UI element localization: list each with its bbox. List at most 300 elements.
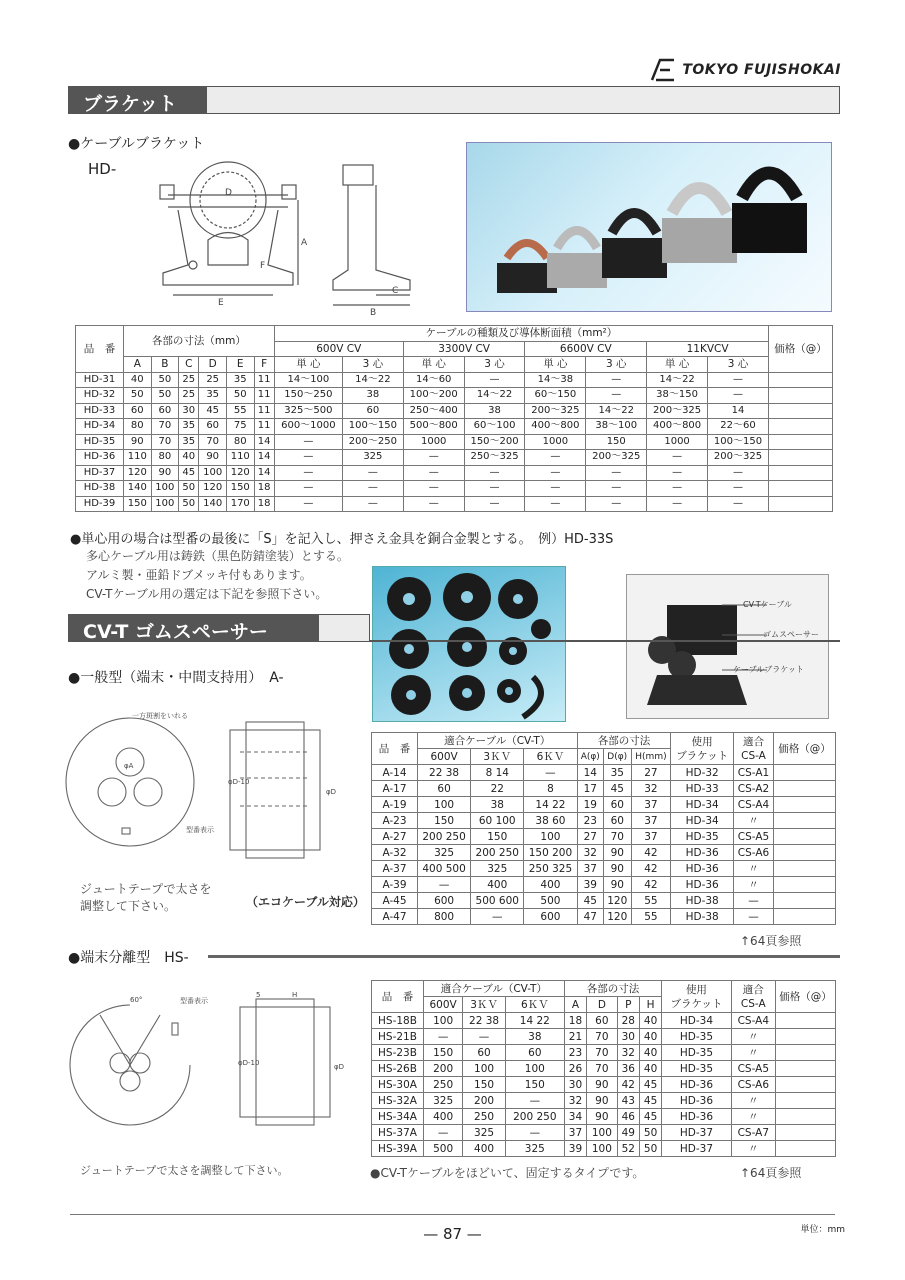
model-number-cell: HS-21B — [372, 1029, 424, 1045]
table-cell: 600 — [524, 909, 577, 925]
table-cell: 60 — [587, 1013, 617, 1029]
th-dim-col: C — [179, 357, 199, 373]
table-cell: 250 — [424, 1077, 463, 1093]
table-cell: — — [471, 909, 524, 925]
table-row — [372, 829, 836, 845]
th-price: 価格（@） — [769, 326, 833, 373]
price-cell — [769, 403, 833, 419]
table-cell: 70 — [199, 434, 227, 450]
note-aluminum: アルミ製・亜鉛ドブメッキ付もあります。 — [86, 568, 312, 582]
price-cell — [774, 877, 836, 893]
th-use-l2: ブラケット — [670, 997, 723, 1010]
th-core: 単 心 — [403, 357, 464, 373]
note-unwind-type: ●CV-Tケーブルをほどいて、固定するタイプです。 — [370, 1166, 645, 1180]
table-cell: — — [464, 496, 525, 512]
note-eco-cable: （エコケーブル対応） — [246, 895, 365, 909]
table-cell: 52 — [617, 1141, 639, 1157]
table-cell: 1000 — [647, 434, 708, 450]
th-cable-col: 6ＫＶ — [505, 997, 564, 1013]
page-number: — 87 — — [423, 1225, 482, 1243]
table-cell: 325 — [505, 1141, 564, 1157]
table-cell: 14〜22 — [586, 403, 647, 419]
table-cell: 100 — [463, 1061, 506, 1077]
table-cell: — — [463, 1029, 506, 1045]
table-cell: — — [586, 388, 647, 404]
th-use-l1: 使用 — [691, 735, 713, 748]
table-cell: 90 — [604, 877, 632, 893]
label-phi-d-10: φD-10 — [228, 778, 250, 786]
table-cell: 150 — [471, 829, 524, 845]
price-cell — [769, 496, 833, 512]
table-cell: HD-35 — [671, 829, 734, 845]
table-cell: — — [403, 481, 464, 497]
table-cell: — — [505, 1125, 564, 1141]
model-number-cell: HS-39A — [372, 1141, 424, 1157]
table-cell: 90 — [151, 465, 179, 481]
table-cell: 45 — [577, 893, 603, 909]
separated-spacer-table — [371, 980, 836, 1157]
table-cell: 21 — [564, 1029, 586, 1045]
th-price: 価格（@） — [776, 981, 836, 1013]
table-cell: 〃 — [731, 1141, 775, 1157]
table-cell: 37 — [577, 861, 603, 877]
th-fit-l1: 適合 — [742, 735, 764, 748]
table-cell: 90 — [199, 450, 227, 466]
table-cell: — — [708, 496, 769, 512]
table-row — [76, 481, 833, 497]
table-cell: — — [274, 450, 342, 466]
th-dim-col: B — [151, 357, 179, 373]
table-row — [372, 1061, 836, 1077]
table-cell: 80 — [226, 434, 254, 450]
table-cell: 35 — [226, 372, 254, 388]
table-cell: 500 — [424, 1141, 463, 1157]
table-cell: 50 — [151, 372, 179, 388]
th-voltage: 600V CV — [274, 341, 403, 357]
th-dims: 各部の寸法（mm） — [124, 326, 275, 357]
th-use-l1: 使用 — [685, 983, 707, 996]
table-cell: 60 — [199, 419, 227, 435]
table-cell: 23 — [564, 1045, 586, 1061]
table-cell: 42 — [631, 861, 671, 877]
table-cell: 90 — [604, 845, 632, 861]
table-cell: 〃 — [731, 1045, 775, 1061]
price-cell — [774, 829, 836, 845]
th-hinban: 品 番 — [76, 326, 124, 373]
table-cell: 37 — [631, 813, 671, 829]
table-row — [372, 765, 836, 781]
table-cell: 140 — [199, 496, 227, 512]
model-number-cell: HS-32A — [372, 1093, 424, 1109]
table-cell: — — [647, 481, 708, 497]
table-cell: 32 — [577, 845, 603, 861]
table-cell: 400〜800 — [525, 419, 586, 435]
table-cell: 17 — [577, 781, 603, 797]
table-cell: HD-38 — [671, 909, 734, 925]
model-number-cell: HD-38 — [76, 481, 124, 497]
table-cell: 11 — [254, 403, 274, 419]
table-row — [76, 388, 833, 404]
th-dims: 各部の寸法 — [577, 733, 671, 749]
table-cell: CS-A4 — [733, 797, 773, 813]
table-cell: 25 — [179, 388, 199, 404]
table-cell: 23 — [577, 813, 603, 829]
th-fit — [731, 981, 775, 1013]
table-cell: 1000 — [525, 434, 586, 450]
price-cell — [774, 765, 836, 781]
table-cell: 38〜150 — [647, 388, 708, 404]
table-cell: 26 — [564, 1061, 586, 1077]
th-core: 単 心 — [525, 357, 586, 373]
table-cell: — — [342, 481, 403, 497]
table-cell: 35 — [179, 419, 199, 435]
table-cell: 42 — [617, 1077, 639, 1093]
table-cell: 14〜22 — [342, 372, 403, 388]
table-cell: 110 — [226, 450, 254, 466]
table-cell: 200 250 — [418, 829, 471, 845]
table-cell: 500 600 — [471, 893, 524, 909]
table-cell: 38 — [471, 797, 524, 813]
table-cell: 55 — [226, 403, 254, 419]
table-cell: — — [403, 450, 464, 466]
bracket-drawing — [148, 155, 418, 320]
th-cable: 適合ケーブル（CV-T） — [424, 981, 565, 997]
brand-logo-icon — [650, 58, 676, 82]
table-cell: 60 — [124, 403, 152, 419]
th-cable-col: 6ＫＶ — [524, 749, 577, 765]
price-cell — [776, 1109, 836, 1125]
table-cell: 50 — [124, 388, 152, 404]
table-cell: 14 — [708, 403, 769, 419]
table-cell: 34 — [564, 1109, 586, 1125]
general-spacer-drawing — [60, 700, 360, 880]
table-cell: 100〜150 — [342, 419, 403, 435]
table-cell: — — [342, 496, 403, 512]
model-number-cell: A-47 — [372, 909, 418, 925]
table-cell: 14〜22 — [464, 388, 525, 404]
unit-note: 単位：mm — [800, 1225, 845, 1235]
table-cell: 100 — [524, 829, 577, 845]
model-number-cell: HS-18B — [372, 1013, 424, 1029]
table-cell: 500 — [524, 893, 577, 909]
table-cell: 100 — [418, 797, 471, 813]
th-dim-col: D(φ) — [604, 749, 632, 765]
table-cell: 37 — [631, 829, 671, 845]
table-cell: 500〜800 — [403, 419, 464, 435]
table-row — [76, 372, 833, 388]
th-cable-col: 600V — [424, 997, 463, 1013]
table-cell: 22〜60 — [708, 419, 769, 435]
model-number-cell: HD-37 — [76, 465, 124, 481]
th-dims: 各部の寸法 — [564, 981, 662, 997]
table-row — [372, 1077, 836, 1093]
table-cell: 250 — [463, 1109, 506, 1125]
th-fit — [733, 733, 773, 765]
table-cell: CS-A5 — [733, 829, 773, 845]
table-cell: 150〜250 — [274, 388, 342, 404]
table-cell: 75 — [226, 419, 254, 435]
price-cell — [769, 388, 833, 404]
general-spacer-table — [371, 732, 836, 925]
table-cell: 90 — [587, 1109, 617, 1125]
table-cell: 46 — [617, 1109, 639, 1125]
table-cell: 14 — [254, 450, 274, 466]
table-cell: 〃 — [733, 877, 773, 893]
label-dim-5: 5 — [256, 991, 261, 999]
note-single-core: ●単心用の場合は型番の最後に「S」を記入し、押さえ金具を銅合金製とする。 例）HD-33S — [70, 532, 614, 547]
th-dim-col: D — [587, 997, 617, 1013]
label-phi-d: φD — [326, 788, 337, 796]
table-row — [372, 1029, 836, 1045]
table-cell: 400 — [471, 877, 524, 893]
page-ref-general: ↑64頁参照 — [740, 934, 802, 948]
th-dim-col: P — [617, 997, 639, 1013]
table-row — [76, 403, 833, 419]
bracket-spec-table — [75, 325, 833, 512]
dim-label-e: E — [218, 298, 224, 308]
table-cell: 38 — [342, 388, 403, 404]
table-cell: 27 — [577, 829, 603, 845]
table-row — [372, 797, 836, 813]
table-cell: 325 — [342, 450, 403, 466]
table-cell: 50 — [639, 1125, 661, 1141]
price-cell — [776, 1093, 836, 1109]
price-cell — [769, 372, 833, 388]
table-cell: CS-A4 — [731, 1013, 775, 1029]
table-cell: 35 — [604, 765, 632, 781]
table-cell: 50 — [639, 1141, 661, 1157]
table-cell: 400 — [463, 1141, 506, 1157]
table-cell: 25 — [179, 372, 199, 388]
table-row — [372, 781, 836, 797]
model-prefix: HD- — [88, 160, 117, 178]
model-number-cell: A-32 — [372, 845, 418, 861]
table-cell: 14〜38 — [525, 372, 586, 388]
table-cell: 〃 — [733, 861, 773, 877]
model-number-cell: HD-36 — [76, 450, 124, 466]
table-cell: 250〜400 — [403, 403, 464, 419]
table-cell: 80 — [151, 450, 179, 466]
price-cell — [769, 434, 833, 450]
table-row — [76, 465, 833, 481]
dim-label-a: A — [301, 238, 308, 248]
brand-name: TOKYO FUJISHOKAI — [682, 62, 841, 78]
th-cable-col: 3ＫＶ — [463, 997, 506, 1013]
table-cell: 60 — [418, 781, 471, 797]
section-rule — [208, 955, 840, 958]
table-cell: — — [708, 481, 769, 497]
label-phi-a: φA — [124, 762, 134, 770]
th-dim-col: H — [639, 997, 661, 1013]
section-rule — [370, 640, 840, 642]
table-cell: 42 — [631, 877, 671, 893]
table-cell: 39 — [577, 877, 603, 893]
table-cell: 140 — [124, 481, 152, 497]
table-cell: 400 — [524, 877, 577, 893]
table-cell: 19 — [577, 797, 603, 813]
th-cable-col: 3ＫＶ — [471, 749, 524, 765]
table-cell: 35 — [199, 388, 227, 404]
table-cell: — — [586, 481, 647, 497]
assembly-illustration — [627, 575, 830, 720]
table-cell: 22 — [471, 781, 524, 797]
model-number-cell: A-14 — [372, 765, 418, 781]
section-title: ブラケット — [69, 87, 207, 113]
sub-heading-general-type: ●一般型（端末・中間支持用） A- — [68, 670, 284, 686]
table-row — [76, 496, 833, 512]
bracket-photo-illustration — [467, 143, 832, 312]
price-cell — [769, 450, 833, 466]
callout-rubber-spacer: ゴムスペーサー — [763, 630, 819, 639]
th-fit-l2: CS-A — [741, 749, 766, 762]
label-angle: 60° — [130, 996, 143, 1004]
table-cell: HD-35 — [662, 1061, 731, 1077]
table-cell: 45 — [639, 1077, 661, 1093]
table-cell: 32 — [564, 1093, 586, 1109]
separated-spacer-drawing — [60, 985, 360, 1155]
table-cell: — — [733, 893, 773, 909]
th-fit-l1: 適合 — [742, 983, 764, 996]
table-cell: HD-32 — [671, 765, 734, 781]
table-cell: 100〜200 — [403, 388, 464, 404]
price-cell — [776, 1029, 836, 1045]
table-cell: 325 — [471, 861, 524, 877]
table-cell: 100 — [587, 1141, 617, 1157]
table-cell: 120 — [124, 465, 152, 481]
th-dim-col: A(φ) — [577, 749, 603, 765]
price-cell — [776, 1077, 836, 1093]
table-cell: 38〜100 — [586, 419, 647, 435]
table-cell: 32 — [617, 1045, 639, 1061]
table-cell: CS-A5 — [731, 1061, 775, 1077]
bracket-table-body — [76, 372, 833, 512]
assembly-photo — [626, 574, 829, 719]
table-cell: 150 — [424, 1045, 463, 1061]
sub-heading-separated-type: ●端末分離型 HS- — [68, 950, 189, 966]
table-cell: 14 — [254, 434, 274, 450]
table-cell: — — [418, 877, 471, 893]
price-cell — [774, 861, 836, 877]
table-row — [372, 1125, 836, 1141]
note-multi-core: 多心ケーブル用は鋳鉄（黒色防錆塗装）とする。 — [86, 549, 349, 563]
table-cell: — — [274, 434, 342, 450]
table-cell: CS-A2 — [733, 781, 773, 797]
table-cell: 100 — [424, 1013, 463, 1029]
table-cell: 100 — [587, 1125, 617, 1141]
table-cell: HD-37 — [662, 1141, 731, 1157]
th-core: 3 心 — [342, 357, 403, 373]
table-cell: — — [708, 372, 769, 388]
model-number-cell: HD-32 — [76, 388, 124, 404]
table-row — [372, 813, 836, 829]
model-number-cell: HS-30A — [372, 1077, 424, 1093]
table-cell: — — [342, 465, 403, 481]
table-cell: 60 — [463, 1045, 506, 1061]
model-number-cell: A-45 — [372, 893, 418, 909]
table-cell: 600〜1000 — [274, 419, 342, 435]
table-row — [372, 909, 836, 925]
table-cell: 600 — [418, 893, 471, 909]
table-cell: 110 — [124, 450, 152, 466]
model-number-cell: HD-39 — [76, 496, 124, 512]
th-core: 3 心 — [586, 357, 647, 373]
bracket-product-photo — [466, 142, 832, 312]
table-cell: 90 — [124, 434, 152, 450]
price-cell — [774, 909, 836, 925]
table-cell: 60〜150 — [525, 388, 586, 404]
table-cell: 200〜250 — [342, 434, 403, 450]
table-cell: 60 — [604, 797, 632, 813]
table-cell: 38 — [505, 1029, 564, 1045]
table-cell: 8 — [524, 781, 577, 797]
table-cell: 100 — [151, 496, 179, 512]
table-cell: 100 — [151, 481, 179, 497]
table-cell: 150 — [586, 434, 647, 450]
th-core: 単 心 — [647, 357, 708, 373]
table-cell: 22 38 — [418, 765, 471, 781]
page-ref-separated: ↑64頁参照 — [740, 1166, 802, 1180]
th-use-l2: ブラケット — [676, 749, 729, 762]
table-cell: HD-34 — [671, 813, 734, 829]
table-cell: 39 — [564, 1141, 586, 1157]
table-cell: 14 22 — [505, 1013, 564, 1029]
table-cell: — — [647, 465, 708, 481]
table-row — [372, 877, 836, 893]
dim-label-d: D — [225, 188, 232, 198]
table-cell: 200〜325 — [586, 450, 647, 466]
label-dim-h: H — [292, 991, 298, 999]
table-cell: 11 — [254, 372, 274, 388]
th-dim-col: A — [124, 357, 152, 373]
table-cell: 36 — [617, 1061, 639, 1077]
rubber-spacer-photo — [372, 566, 566, 722]
table-cell: 40 — [639, 1061, 661, 1077]
table-cell: — — [733, 909, 773, 925]
th-dim-col: E — [226, 357, 254, 373]
table-cell: — — [424, 1125, 463, 1141]
table-cell: 325 — [418, 845, 471, 861]
callout-cvt-cable: CV-Tケーブル — [743, 600, 792, 609]
table-cell: 〃 — [733, 813, 773, 829]
th-cable: 適合ケーブル（CV-T） — [418, 733, 578, 749]
table-row — [76, 434, 833, 450]
table-cell: 18 — [254, 481, 274, 497]
table-cell: HD-35 — [662, 1029, 731, 1045]
price-cell — [776, 1061, 836, 1077]
label-model-mark: 型番表示 — [186, 826, 214, 834]
general-spacer-table-body — [372, 765, 836, 925]
price-cell — [774, 893, 836, 909]
table-cell: 150〜200 — [464, 434, 525, 450]
table-cell: 18 — [254, 496, 274, 512]
table-cell: 60 100 — [471, 813, 524, 829]
th-hinban: 品 番 — [372, 733, 418, 765]
dim-label-f: F — [260, 261, 266, 271]
price-cell — [769, 481, 833, 497]
section-header-rubber-spacer — [68, 614, 370, 642]
table-cell: 45 — [179, 465, 199, 481]
note-jute-general-2: 調整して下さい。 — [80, 899, 177, 913]
table-cell: — — [505, 1093, 564, 1109]
table-cell: — — [403, 496, 464, 512]
table-cell: 70 — [151, 419, 179, 435]
table-cell: 37 — [564, 1125, 586, 1141]
table-cell: 〃 — [731, 1093, 775, 1109]
table-cell: 50 — [151, 388, 179, 404]
table-cell: 200 250 — [505, 1109, 564, 1125]
th-use-bracket — [671, 733, 734, 765]
table-cell: 200〜325 — [647, 403, 708, 419]
